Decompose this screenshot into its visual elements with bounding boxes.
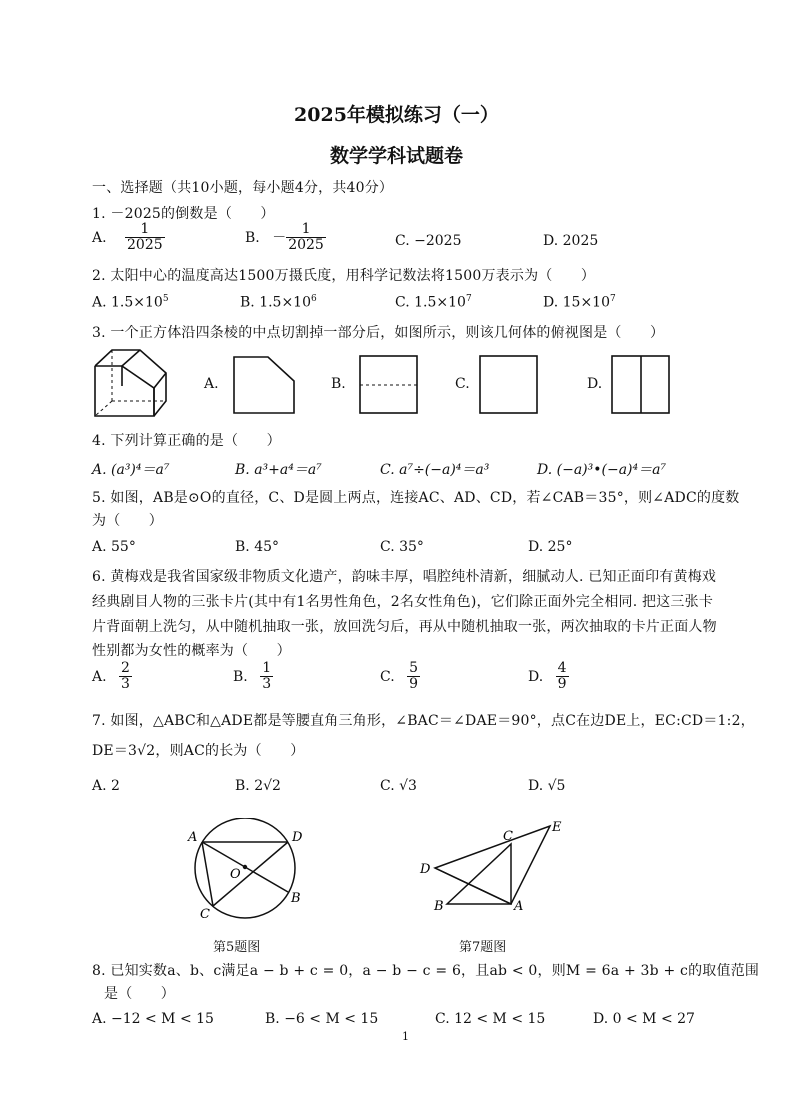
fraction-numerator: 1 <box>262 660 272 676</box>
page-subtitle: 数学学科试题卷 <box>329 145 463 167</box>
exponent: 7 <box>465 294 472 304</box>
question-4-stem: 4. 下列计算正确的是（ ） <box>92 433 281 449</box>
fraction-denominator: 3 <box>262 676 272 693</box>
minus-sign: － <box>272 229 287 246</box>
q3-option-a-figure <box>232 355 296 415</box>
q3-option-d-label: D. <box>587 376 603 392</box>
option-label: A. <box>92 668 107 685</box>
exponent: 6 <box>311 294 317 304</box>
figure-5-caption: 第5题图 <box>213 940 261 955</box>
fig5-label-a: A <box>188 830 198 845</box>
question-3-stem: 3. 一个正方体沿四条棱的中点切割掉一部分后，如图所示，则该几何体的俯视图是（ ） <box>92 325 665 341</box>
option-label: D. <box>528 668 544 685</box>
fig5-label-d: D <box>292 830 303 845</box>
exponent: 7 <box>610 294 616 304</box>
option-text: B. 1.5×10 <box>240 294 311 311</box>
fig5-label-b: B <box>291 891 301 906</box>
question-7-line2: DE＝3√2，则AC的长为（ ） <box>92 743 305 759</box>
fig7-label-a: A <box>514 899 524 914</box>
q7-option-a: A. 2 <box>92 778 120 794</box>
q8-option-b: B. −6 < M < 15 <box>265 1011 379 1027</box>
question-1-stem: 1. －2025的倒数是（ ） <box>92 206 275 222</box>
q6-option-d <box>528 661 569 693</box>
fraction-numerator: 4 <box>557 660 567 676</box>
question-6-line1: 6. 黄梅戏是我省国家级非物质文化遗产，韵味丰厚，唱腔纯朴清新，细腻动人. 已知正面印有黄梅戏 <box>92 569 717 585</box>
q1-option-b <box>245 222 326 254</box>
fraction-denominator: 9 <box>557 676 567 693</box>
question-6-line2: 经典剧目人物的三张卡片(其中有1名男性角色，2名女性角色)，它们除正面外完全相同. 把这三张卡 <box>92 594 714 610</box>
q4-option-a: A. (a³)⁴＝a⁷ <box>92 462 170 478</box>
fraction-numerator: 1 <box>286 222 326 238</box>
q8-option-c: C. 12 < M < 15 <box>435 1011 546 1027</box>
q7-option-d: D. √5 <box>528 778 566 794</box>
fraction-numerator: 5 <box>409 660 419 676</box>
section-heading: 一、选择题（共10小题，每小题4分，共40分） <box>92 180 394 196</box>
fraction-numerator: 2 <box>121 660 130 676</box>
q1-option-a <box>92 222 165 254</box>
option-text: C. 1.5×10 <box>395 294 466 311</box>
fraction-denominator: 2025 <box>127 237 163 254</box>
question-5-stem-line1: 5. 如图，AB是⊙O的直径，C、D是圆上两点，连接AC、AD、CD，若∠CAB＝35°，则∠ADC的度数 <box>92 490 740 506</box>
fig5-label-c: C <box>200 907 210 922</box>
figure-5-circle-diagram <box>180 818 310 928</box>
option-label: B. <box>233 668 248 685</box>
q3-figure-cube <box>92 346 172 418</box>
q3-option-c-figure <box>479 355 539 415</box>
fig5-label-o: O <box>230 867 241 882</box>
figure-7-caption: 第7题图 <box>459 940 507 955</box>
fraction-denominator: 9 <box>409 676 419 693</box>
q6-option-a <box>92 661 132 693</box>
q6-option-b <box>233 661 273 693</box>
fig7-label-b: B <box>434 899 444 914</box>
question-5-stem-line2: 为（ ） <box>92 513 163 529</box>
q2-option-c <box>395 294 472 311</box>
q3-option-b-figure <box>359 355 419 415</box>
question-6-line4: 性别都为女性的概率为（ ） <box>92 643 291 659</box>
q5-option-a: A. 55° <box>92 539 136 555</box>
q5-option-d: D. 25° <box>528 539 573 555</box>
q5-option-c: C. 35° <box>380 539 424 555</box>
question-8-line2: 是（ ） <box>104 986 175 1002</box>
page-number: 1 <box>402 1030 409 1043</box>
fraction-denominator: 2025 <box>288 237 324 254</box>
option-label: C. <box>380 668 395 685</box>
q5-option-b: B. 45° <box>235 539 280 555</box>
q2-option-d <box>543 294 616 311</box>
q3-option-d-figure <box>611 355 671 415</box>
exponent: 5 <box>162 294 169 304</box>
q4-option-b: B. a³+a⁴＝a⁷ <box>235 462 322 478</box>
q4-option-c: C. a⁷÷(−a)⁴＝a³ <box>380 462 490 478</box>
q3-option-c-label: C. <box>455 376 470 392</box>
q1-option-d: D. 2025 <box>543 233 599 249</box>
fig7-label-d: D <box>420 862 431 877</box>
q8-option-d: D. 0 < M < 27 <box>593 1011 695 1027</box>
question-8-line1: 8. 已知实数a、b、c满足a − b + c = 0，a − b − c = 6，且ab < 0，则M = 6a + 3b + c的取值范围 <box>92 963 760 979</box>
option-text: D. 15×10 <box>543 294 610 311</box>
question-7-line1: 7. 如图，△ABC和△ADE都是等腰直角三角形，∠BAC＝∠DAE＝90°，点C在边DE上，EC:CD＝1:2， <box>92 713 755 729</box>
option-text: A. 1.5×10 <box>92 294 163 311</box>
q3-option-b-label: B. <box>331 376 346 392</box>
q6-option-c <box>380 661 420 693</box>
fig7-label-e: E <box>552 820 562 835</box>
q2-option-a <box>92 294 169 311</box>
option-label: A. <box>92 229 107 246</box>
q8-option-a: A. −12 < M < 15 <box>92 1011 214 1027</box>
option-label: B. <box>245 229 260 246</box>
page-title: 2025年模拟练习（一） <box>294 104 499 126</box>
q7-option-c: C. √3 <box>380 778 417 794</box>
fraction-numerator: 1 <box>125 222 165 238</box>
question-2-stem: 2. 太阳中心的温度高达1500万摄氏度，用科学记数法将1500万表示为（ ） <box>92 268 596 284</box>
fraction-denominator: 3 <box>121 676 130 693</box>
q3-option-a-label: A. <box>204 376 219 392</box>
q1-option-c: C. −2025 <box>395 233 462 249</box>
q2-option-b <box>240 294 317 311</box>
question-6-line3: 片背面朝上洗匀，从中随机抽取一张，放回洗匀后，再从中随机抽取一张，两次抽取的卡片正面人物 <box>92 619 717 635</box>
q7-option-b: B. 2√2 <box>235 778 281 794</box>
q4-option-d: D. (−a)³•(−a)⁴＝a⁷ <box>537 462 667 478</box>
fig7-label-c: C <box>503 829 513 844</box>
figure-7-triangles-diagram <box>415 818 575 918</box>
